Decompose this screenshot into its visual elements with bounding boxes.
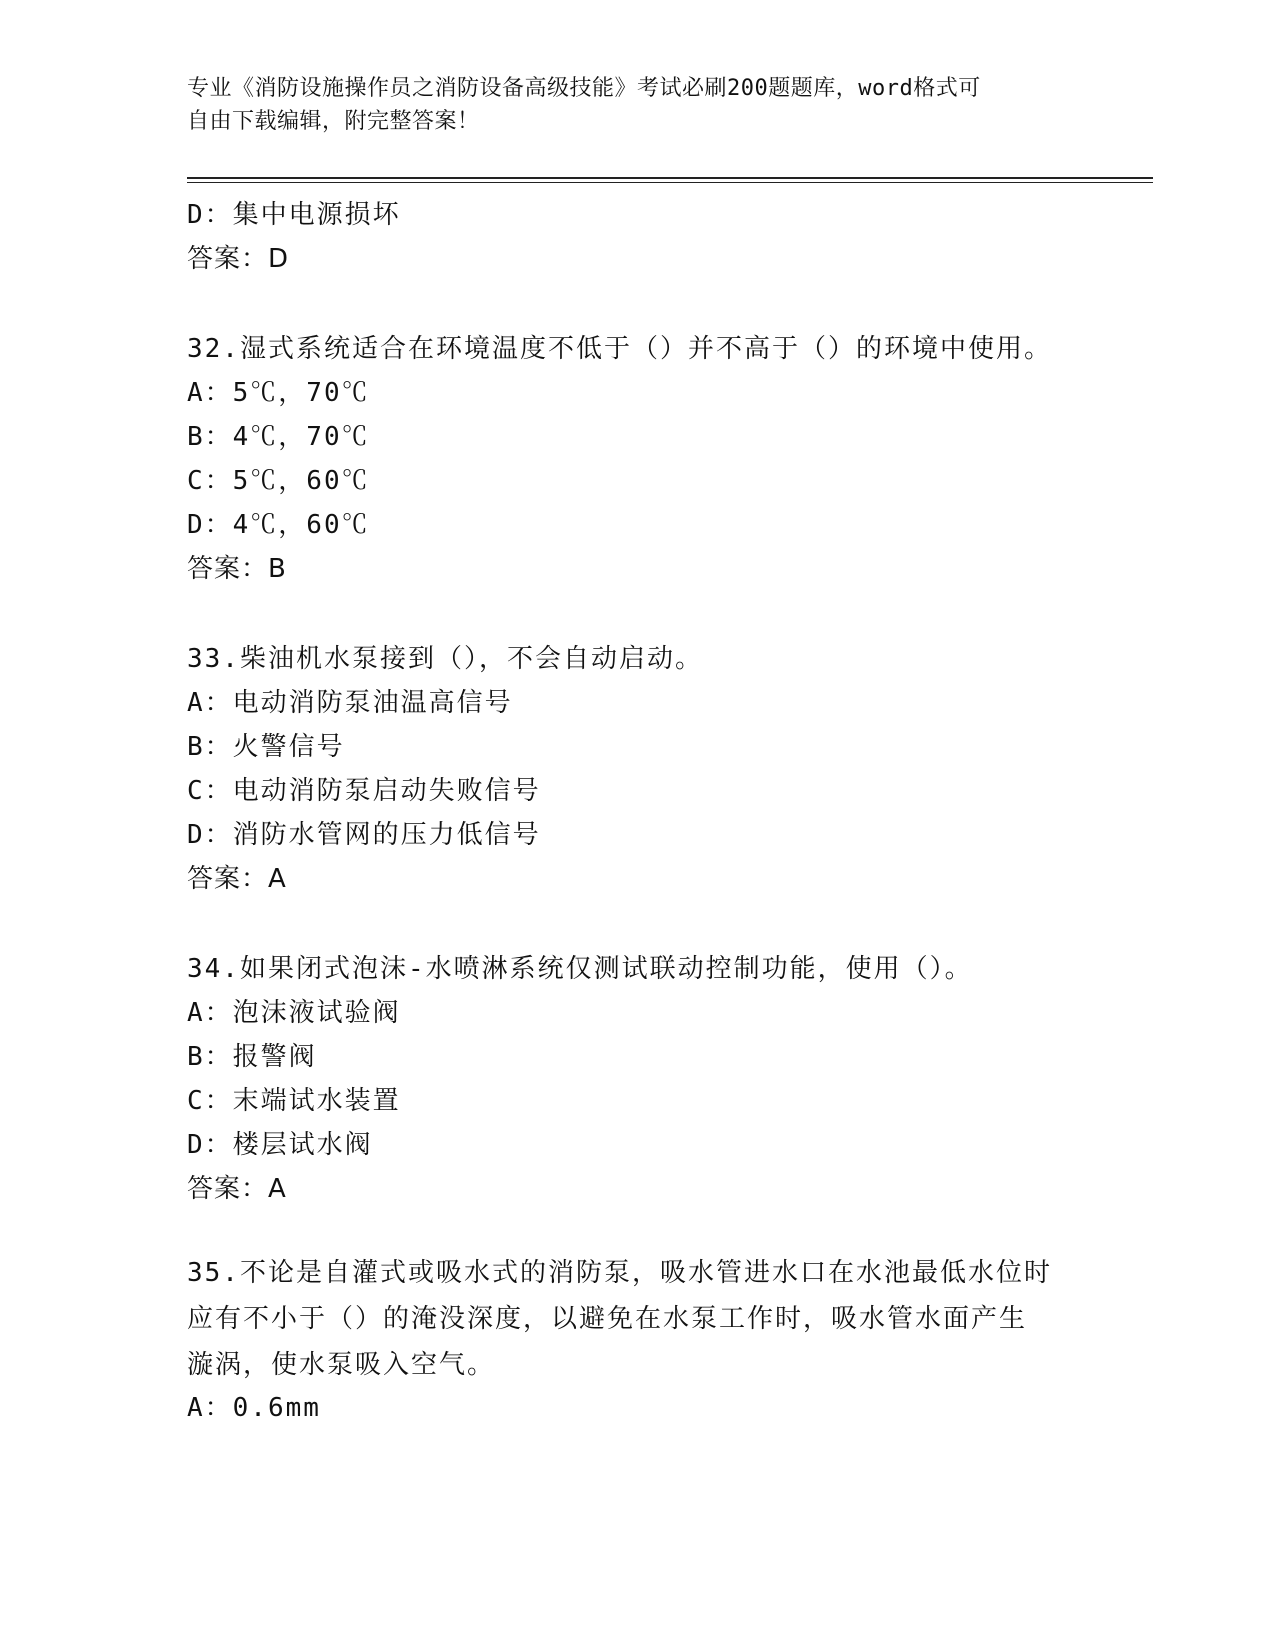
q35-question-line-3: 漩涡，使水泵吸入空气。 [187, 1350, 496, 1380]
q34-option-b: B：报警阀 [187, 1042, 317, 1072]
q32-option-d: D：4℃，60℃ [187, 510, 370, 540]
q32-answer: 答案：B [187, 554, 287, 584]
q34-question: 34.如果闭式泡沫-水喷淋系统仅测试联动控制功能，使用（）。 [187, 954, 973, 984]
q34-option-c: C：末端试水装置 [187, 1086, 401, 1116]
header-divider-bottom [187, 182, 1153, 183]
header-divider-top [187, 177, 1153, 179]
q34-answer: 答案：A [187, 1174, 287, 1204]
q35-question-line-2: 应有不小于（）的淹没深度，以避免在水泵工作时，吸水管水面产生 [187, 1304, 1028, 1334]
prev-option-d: D：集中电源损坏 [187, 200, 401, 230]
header-line-1: 专业《消防设施操作员之消防设备高级技能》考试必刷200题题库，word格式可 [187, 76, 981, 101]
q32-option-b: B：4℃，70℃ [187, 422, 370, 452]
q32-question: 32.湿式系统适合在环境温度不低于（）并不高于（）的环境中使用。 [187, 334, 1052, 364]
q34-option-a: A：泡沫液试验阀 [187, 998, 401, 1028]
q34-option-d: D：楼层试水阀 [187, 1130, 373, 1160]
q35-question-line-1: 35.不论是自灌式或吸水式的消防泵，吸水管进水口在水池最低水位时 [187, 1258, 1052, 1288]
header-line-2: 自由下载编辑，附完整答案！ [187, 109, 480, 134]
q33-question: 33.柴油机水泵接到（），不会自动启动。 [187, 644, 703, 674]
document-header [187, 72, 1087, 138]
q33-option-d: D：消防水管网的压力低信号 [187, 820, 541, 850]
q33-option-c: C：电动消防泵启动失败信号 [187, 776, 541, 806]
q35-question [187, 1250, 1107, 1388]
q33-answer: 答案：A [187, 864, 287, 894]
q32-option-c: C：5℃，60℃ [187, 466, 370, 496]
q32-option-a: A：5℃，70℃ [187, 378, 370, 408]
prev-answer: 答案：D [187, 244, 290, 274]
q35-option-a: A：0.6mm [187, 1393, 321, 1423]
q33-option-a: A：电动消防泵油温高信号 [187, 688, 513, 718]
q33-option-b: B：火警信号 [187, 732, 345, 762]
